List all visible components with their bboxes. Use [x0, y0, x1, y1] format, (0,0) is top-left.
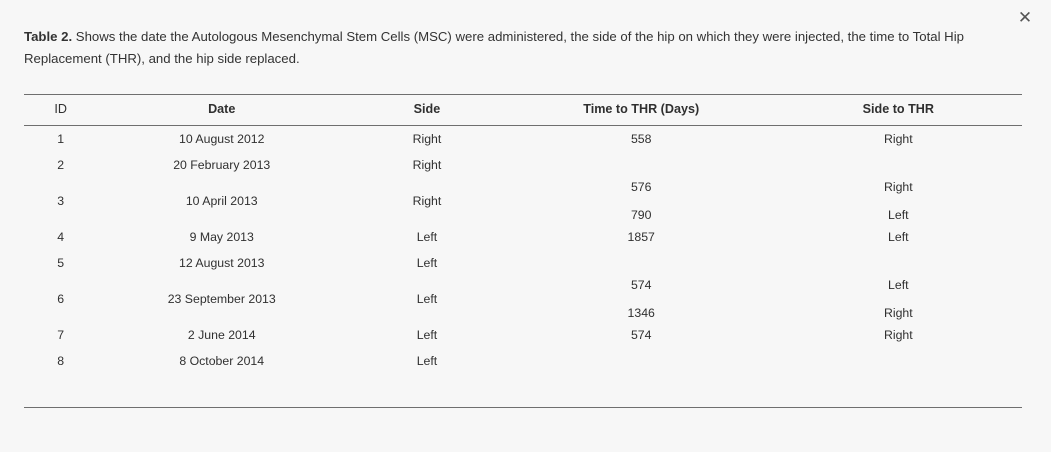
table-row [24, 250, 1022, 276]
cell-side-to-thr: Left [888, 230, 909, 244]
cell-side: Right [412, 194, 442, 208]
column-header-time-to-thr: Time to THR (Days) [508, 95, 775, 126]
table-row [24, 276, 1022, 322]
cell-side-to-thr-value: Right [883, 180, 913, 194]
cell-date: 10 April 2013 [185, 194, 258, 208]
cell-side-to-thr: Right [883, 328, 913, 342]
cell-date: 10 August 2012 [178, 132, 265, 146]
cell-side-to-thr-stack [779, 180, 1018, 222]
cell-side: Right [412, 158, 442, 172]
cell-side-to-thr [775, 152, 1022, 178]
table-header [24, 95, 1022, 126]
cell-time-to-thr [508, 348, 775, 374]
cell-side-to-thr-value: Left [888, 208, 909, 222]
table-row [24, 126, 1022, 153]
cell-date: 8 October 2014 [179, 354, 265, 368]
cell-side-to-thr-value: Left [888, 278, 909, 292]
cell-side-to-thr [775, 250, 1022, 276]
cell-date: 2 June 2014 [187, 328, 256, 342]
cell-side: Left [416, 256, 438, 270]
cell-time-to-thr [508, 276, 775, 322]
cell-date: 9 May 2013 [189, 230, 254, 244]
cell-time-to-thr [508, 152, 775, 178]
cell-time-to-thr [508, 178, 775, 224]
column-header-id: ID [24, 95, 97, 126]
table-row [24, 152, 1022, 178]
cell-id: 7 [57, 328, 65, 342]
table-body [24, 126, 1022, 375]
cell-side-to-thr-stack [779, 278, 1018, 320]
table-caption-label: Table 2. [24, 29, 73, 44]
cell-id: 3 [57, 194, 65, 208]
cell-time-to-thr [508, 250, 775, 276]
table-header-row [24, 95, 1022, 126]
cell-time-to-thr: 558 [630, 132, 652, 146]
cell-side: Left [416, 328, 438, 342]
table-caption-text: Shows the date the Autologous Mesenchymal Stem Cells (MSC) were administered, the side of the hip on which they were injected, the time to Total Hip Replacement (THR), and the hip side replaced. [24, 29, 964, 66]
cell-id: 2 [57, 158, 65, 172]
cell-side: Left [416, 354, 438, 368]
cell-time-to-thr-value: 576 [630, 180, 652, 194]
cell-id: 5 [57, 256, 65, 270]
table-row [24, 348, 1022, 374]
table-row [24, 224, 1022, 250]
cell-side-to-thr-value: Right [883, 306, 913, 320]
data-table [24, 94, 1022, 374]
table-row [24, 322, 1022, 348]
cell-side: Left [416, 292, 438, 306]
cell-time-to-thr-stack [512, 278, 771, 320]
cell-date: 23 September 2013 [167, 292, 276, 306]
cell-id: 4 [57, 230, 65, 244]
table-container [24, 94, 1022, 374]
column-header-date: Date [97, 95, 346, 126]
cell-side-to-thr [775, 276, 1022, 322]
cell-id: 1 [57, 132, 65, 146]
cell-time-to-thr: 1857 [627, 230, 655, 244]
cell-time-to-thr-value: 1346 [627, 306, 655, 320]
cell-time-to-thr: 574 [630, 328, 652, 342]
table-row [24, 178, 1022, 224]
column-header-side: Side [346, 95, 508, 126]
close-icon[interactable]: ✕ [1017, 8, 1033, 27]
cell-id: 8 [57, 354, 65, 368]
cell-side-to-thr: Right [883, 132, 913, 146]
cell-time-to-thr-stack [512, 180, 771, 222]
table-bottom-rule [24, 407, 1022, 408]
cell-side-to-thr [775, 348, 1022, 374]
cell-time-to-thr-value: 574 [630, 278, 652, 292]
cell-id: 6 [57, 292, 65, 306]
cell-date: 20 February 2013 [173, 158, 271, 172]
cell-date: 12 August 2013 [178, 256, 265, 270]
column-header-side-to-thr: Side to THR [775, 95, 1022, 126]
cell-side-to-thr [775, 178, 1022, 224]
table-caption [24, 26, 1024, 70]
cell-side: Right [412, 132, 442, 146]
cell-side: Left [416, 230, 438, 244]
cell-time-to-thr-value: 790 [630, 208, 652, 222]
